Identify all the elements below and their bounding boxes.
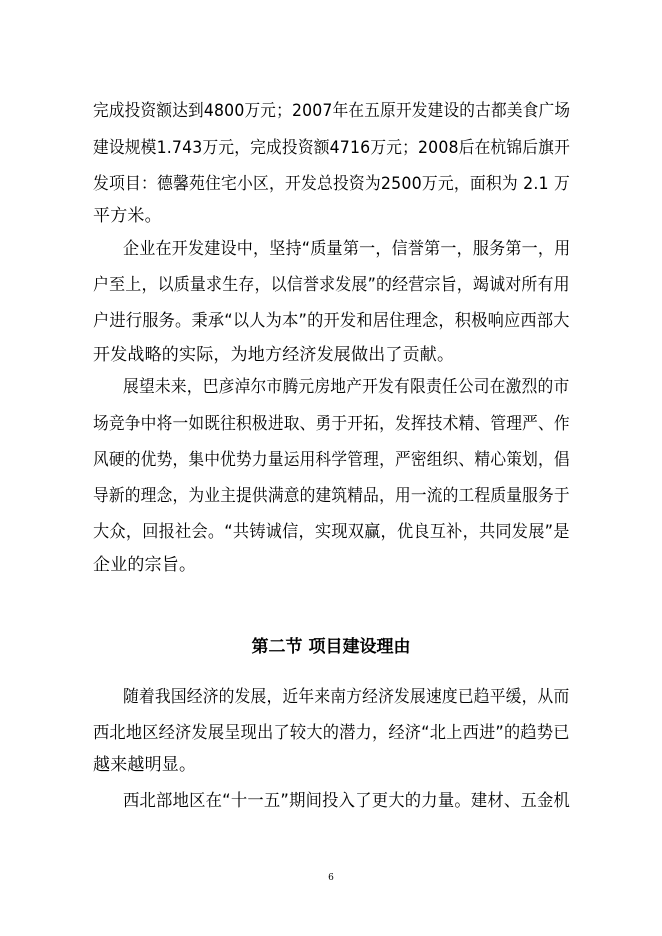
text-line: 发项目：德馨苑住宅小区，开发总投资为2500万元，面积为 2.1 万 <box>93 174 571 194</box>
text-line: 风硬的优势，集中优势力量运用科学管理，严密组织、精心策划，倡 <box>93 450 570 470</box>
page-number: 6 <box>328 873 334 883</box>
text-line: 开发战略的实际，为地方经济发展做出了贡献。 <box>93 345 455 365</box>
text-line: 大众，回报社会。“共铸诚信，实现双赢，优良互补，共同发展”是 <box>93 522 570 542</box>
text-line: 场竞争中将一如既往积极进取、勇于开拓，发挥技术精、管理严、作 <box>93 414 570 434</box>
text-line: 完成投资额达到4800万元；2007年在五原开发建设的古都美食广场 <box>93 101 571 121</box>
text-line: 平方米。 <box>93 206 162 226</box>
section-heading: 第二节 项目建设理由 <box>251 637 411 657</box>
paragraph-first-line: 西北部地区在“十一五”期间投入了更大的力量。建材、五金机 <box>123 791 571 811</box>
paragraph-first-line: 展望未来，巴彦淖尔市腾元房地产开发有限责任公司在激烈的市 <box>123 377 570 397</box>
text-line: 企业的宗旨。 <box>93 555 197 575</box>
text-line: 户进行服务。秉承“以人为本”的开发和居住理念，积极响应西部大 <box>93 311 570 331</box>
paragraph-first-line: 随着我国经济的发展，近年来南方经济发展速度已趋平缓，从而 <box>123 687 570 707</box>
text-line: 建设规模1.743万元，完成投资额4716万元；2008后在杭锦后旗开 <box>93 138 570 158</box>
text-line: 西北地区经济发展呈现出了较大的潜力，经济“北上西进”的趋势已 <box>93 723 570 743</box>
paragraph-first-line: 企业在开发建设中，坚持“质量第一，信誉第一，服务第一，用 <box>123 239 571 259</box>
text-line: 户至上，以质量求生存，以信誉求发展”的经营宗旨，竭诚对所有用 <box>93 275 570 295</box>
text-line: 越来越明显。 <box>93 755 197 775</box>
text-line: 导新的理念，为业主提供满意的建筑精品，用一流的工程质量服务于 <box>93 486 570 506</box>
